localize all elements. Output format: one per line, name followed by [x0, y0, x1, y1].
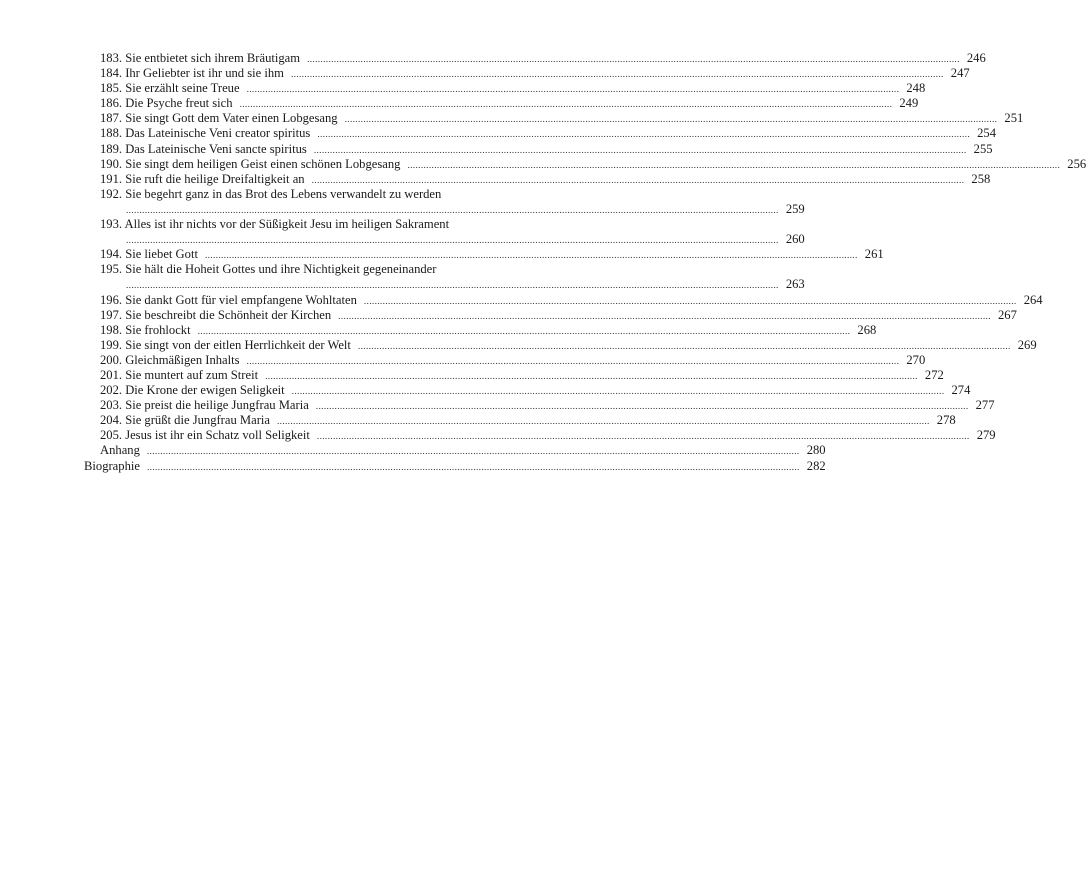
toc-entry-continuation: [0, 201, 805, 217]
toc-entry-title: Anhang: [100, 443, 140, 458]
toc-entry: [0, 96, 919, 111]
toc-entry-page: 268: [857, 322, 877, 337]
toc-entry: [0, 322, 877, 338]
toc-entry-title: 202. Die Krone der ewigen Seligkeit: [100, 383, 285, 398]
toc-entry-continuation: [0, 277, 805, 292]
toc-entry-page: 269: [1017, 337, 1037, 352]
toc-entry-title: 191. Sie ruft die heilige Dreifaltigkeit an: [100, 171, 305, 186]
toc-entry: [0, 156, 1086, 172]
toc-entry-page: 247: [950, 66, 970, 81]
toc-entry: [0, 81, 926, 96]
toc-entry-title: 186. Die Psyche freut sich: [100, 96, 233, 111]
toc-entry-page: 274: [951, 383, 971, 398]
toc-entry-title: 199. Sie singt von der eitlen Herrlichkeit der Welt: [100, 337, 351, 352]
toc-entry-title: 189. Das Lateinische Veni sancte spiritus: [100, 141, 307, 156]
toc-entry-title: 190. Sie singt dem heiligen Geist einen schönen Lobgesang: [100, 156, 401, 171]
toc-entry-title: 200. Gleichmäßigen Inhalts: [100, 352, 240, 367]
toc-entry: [0, 413, 956, 428]
toc-entry-title: 185. Sie erzählt seine Treue: [100, 81, 240, 96]
toc-entry-title: 203. Sie preist die heilige Jungfrau Maria: [100, 398, 309, 413]
toc-entry: [0, 428, 996, 443]
toc-entry-page: 261: [864, 247, 884, 262]
toc-entry-page: 260: [785, 232, 805, 247]
toc-entry: [0, 367, 944, 383]
toc-entry: [0, 187, 650, 202]
toc-entry-page: 270: [906, 352, 926, 367]
toc-entry: [0, 458, 826, 474]
toc-entry-title: 204. Sie grüßt die Jungfrau Maria: [100, 413, 270, 428]
toc-entry-title: 205. Jesus ist ihr ein Schatz voll Seligkeit: [100, 428, 310, 443]
toc-entry: [0, 51, 986, 66]
toc-entry-page: 267: [997, 307, 1017, 322]
toc-entry-page: 248: [906, 81, 926, 96]
toc-entry-page: 254: [977, 126, 997, 141]
toc-entry-title: 197. Sie beschreibt die Schönheit der Kirchen: [100, 307, 332, 322]
toc-entry-title: 196. Sie dankt Gott für viel empfangene Wohltaten: [100, 292, 357, 307]
toc-entry: [0, 217, 650, 232]
toc-entry-page: 258: [971, 171, 991, 186]
toc-entry: [0, 126, 997, 141]
toc-entry-page: 278: [936, 413, 956, 428]
table-of-contents: [0, 51, 1086, 474]
toc-entry: [0, 66, 970, 81]
toc-entry-title: 201. Sie muntert auf zum Streit: [100, 367, 259, 382]
toc-entry-page: 279: [976, 428, 996, 443]
toc-entry: [0, 337, 1037, 353]
toc-entry-title: 188. Das Lateinische Veni creator spiritus: [100, 126, 311, 141]
toc-entry-page: 263: [785, 277, 805, 292]
toc-entry-title: 193. Alles ist ihr nichts vor der Süßigkeit Jesu im heiligen Sakrament: [100, 217, 450, 232]
toc-entry-title: 194. Sie liebet Gott: [100, 247, 198, 262]
toc-entry-title: 198. Sie frohlockt: [100, 322, 191, 337]
toc-entry-page: 277: [975, 398, 995, 413]
toc-entry-page: 251: [1004, 111, 1024, 126]
toc-entry-page: 280: [806, 443, 826, 458]
toc-entry-page: 256: [1067, 156, 1086, 171]
toc-entry: [0, 443, 826, 458]
toc-entry-title: 187. Sie singt Gott dem Vater einen Lobgesang: [100, 111, 338, 126]
toc-entry: [0, 262, 650, 277]
toc-entry-title: 183. Sie entbietet sich ihrem Bräutigam: [100, 51, 301, 65]
toc-entry-page: 282: [806, 458, 826, 473]
toc-entry-continuation: [0, 232, 805, 247]
toc-entry: [0, 247, 884, 262]
toc-entry-title: 192. Sie begehrt ganz in das Brot des Lebens verwandelt zu werden: [100, 186, 442, 201]
toc-entry-page: 259: [785, 201, 805, 216]
toc-entry: [0, 398, 995, 413]
toc-entry-page: 246: [966, 51, 986, 65]
toc-entry: [0, 141, 993, 157]
toc-entry-title: 195. Sie hält die Hoheit Gottes und ihre Nichtigkeit gegeneinander: [100, 262, 437, 277]
toc-entry: [0, 171, 991, 187]
toc-entry-title: 184. Ihr Geliebter ist ihr und sie ihm: [100, 66, 284, 81]
toc-entry: [0, 111, 1024, 126]
toc-entry: [0, 352, 926, 368]
dot-leader: [147, 461, 800, 476]
toc-entry: [0, 307, 1017, 323]
toc-entry-page: 249: [899, 96, 919, 111]
toc-entry: [0, 292, 1043, 308]
toc-entry-title: Biographie: [84, 458, 140, 473]
toc-entry-page: 272: [924, 367, 944, 382]
toc-entry: [0, 383, 971, 398]
toc-entry-page: 255: [973, 141, 993, 156]
toc-entry-page: 264: [1023, 292, 1043, 307]
